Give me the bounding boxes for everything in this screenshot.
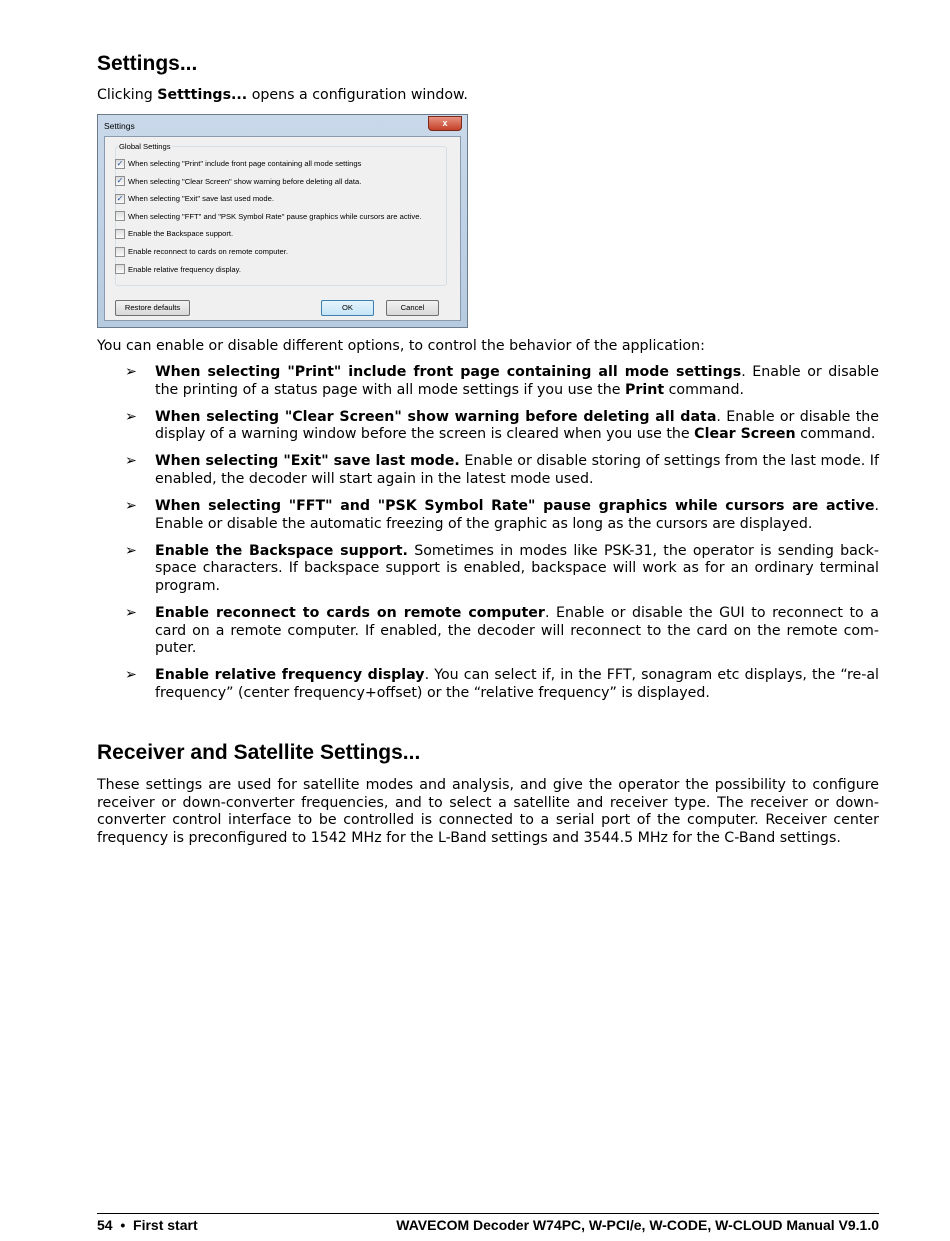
item-title: When selecting "Clear Screen" show warning before deleting all data <box>155 408 717 425</box>
dialog-body <box>104 136 461 321</box>
ok-button[interactable]: OK <box>321 300 374 316</box>
option-checkbox[interactable] <box>115 176 361 187</box>
option-label: When selecting "Print" include front page containing all mode settings <box>128 159 362 168</box>
intro-post: opens a configuration window. <box>247 87 468 103</box>
item-text-end: command. <box>795 426 876 443</box>
group-label: Global Settings <box>119 142 171 151</box>
option-checkbox[interactable] <box>115 264 241 275</box>
settings-dialog-screenshot <box>97 114 468 328</box>
option-checkbox[interactable] <box>115 246 288 257</box>
list-item <box>97 453 879 488</box>
list-item <box>97 543 879 596</box>
arrow-bullet-icon: ➢ <box>125 408 137 425</box>
item-text: . Enable or disable the automatic freezing of the graphic as long as the cursors are displayed. <box>155 498 879 532</box>
close-icon[interactable]: x <box>428 116 462 131</box>
cancel-button[interactable]: Cancel <box>386 300 439 316</box>
item-text: Enable or disable storing of settings from the last mode. If enabled, the decoder will start again in the latest mode used. <box>155 453 879 487</box>
restore-defaults-button[interactable]: Restore defaults <box>115 300 190 316</box>
item-text-end: command. <box>664 381 744 398</box>
checkbox-icon[interactable]: ✓ <box>116 193 124 203</box>
option-checkbox[interactable] <box>115 158 361 169</box>
item-bold: Clear Screen <box>694 426 796 443</box>
list-item <box>97 409 879 444</box>
option-checkbox[interactable] <box>115 211 422 222</box>
item-text: . Enable or disable the GUI to reconnect to a card on a remote computer. If enabled, the decoder will reconnect to the card on the remote com-puter. <box>155 605 879 657</box>
item-title: Enable reconnect to cards on remote computer <box>155 605 545 622</box>
checkbox-icon[interactable]: ✓ <box>116 158 124 168</box>
arrow-bullet-icon: ➢ <box>125 605 137 622</box>
item-title: When selecting "Print" include front page containing all mode settings <box>155 364 742 380</box>
footer-title: WAVECOM Decoder W74PC, W-PCI/e, W-CODE, W-CLOUD Manual V9.1.0 <box>396 1217 879 1233</box>
item-title: Enable the Backspace support. <box>155 542 408 559</box>
arrow-bullet-icon: ➢ <box>125 453 137 470</box>
option-label: Enable reconnect to cards on remote computer. <box>128 247 288 256</box>
checkbox-icon[interactable] <box>115 211 125 221</box>
arrow-bullet-icon: ➢ <box>125 498 137 515</box>
item-bold: Print <box>624 381 665 398</box>
item-text: . Enable or disable the printing of a status page with all mode settings if you use the <box>155 364 879 398</box>
intro-bold: Setttings... <box>157 87 248 103</box>
heading-receiver: Receiver and Satellite Settings... <box>97 741 421 764</box>
checkbox-icon[interactable]: ✓ <box>116 176 124 186</box>
arrow-bullet-icon: ➢ <box>125 542 137 559</box>
intro-pre: Clicking <box>97 87 158 103</box>
option-label: When selecting "FFT" and "PSK Symbol Rate" pause graphics while cursors are active. <box>128 211 422 221</box>
footer <box>97 1213 879 1233</box>
option-checkbox[interactable] <box>115 228 233 239</box>
intro-text <box>97 87 879 105</box>
footer-page: 54 • First start <box>97 1217 198 1233</box>
item-text: . You can select if, in the FFT, sonagram etc displays, the “re-al frequency” (center frequency+offset) or the “relative frequency” is displayed. <box>155 667 879 701</box>
dialog-title: Settings <box>104 121 135 131</box>
option-label: Enable relative frequency display. <box>128 264 241 274</box>
item-text: . Enable or disable the display of a warning window before the screen is cleared when you use the <box>155 408 879 443</box>
item-title: Enable relative frequency display <box>155 667 425 684</box>
options-list <box>97 364 879 712</box>
list-item <box>97 667 879 702</box>
item-text: Sometimes in modes like PSK-31, the operator is sending back-space characters. If backspace support is enabled, backspace will work as for an ordinary terminal program. <box>155 542 879 594</box>
checkbox-icon[interactable] <box>115 229 125 239</box>
checkbox-icon[interactable] <box>115 247 125 257</box>
heading-settings: Settings... <box>97 52 198 75</box>
checkbox-icon[interactable] <box>115 264 125 274</box>
item-title: When selecting "FFT" and "PSK Symbol Rate" pause graphics while cursors are active <box>155 498 875 515</box>
option-checkbox[interactable] <box>115 193 274 204</box>
arrow-bullet-icon: ➢ <box>125 364 137 380</box>
arrow-bullet-icon: ➢ <box>125 667 137 684</box>
receiver-paragraph: These settings are used for satellite modes and analysis, and give the operator the possibility to configure receiver or down-converter frequencies, and to select a satellite and receiver type. The receiver or down-converter control interface to be controlled is connected to a serial port of the computer. Receiver center frequency is preconfigured to 1542 MHz for the L-Band settings and 3544.5 MHz for the C-Band settings. <box>97 777 879 846</box>
list-item <box>97 498 879 533</box>
list-item <box>97 364 879 399</box>
lead-text: You can enable or disable different options, to control the behavior of the application: <box>97 338 705 354</box>
option-label: Enable the Backspace support. <box>128 229 234 239</box>
option-label: When selecting "Exit" save last used mode. <box>128 194 274 204</box>
option-label: When selecting "Clear Screen" show warning before deleting all data. <box>128 176 362 186</box>
item-title: When selecting "Exit" save last mode. <box>155 453 460 470</box>
list-item <box>97 605 879 658</box>
